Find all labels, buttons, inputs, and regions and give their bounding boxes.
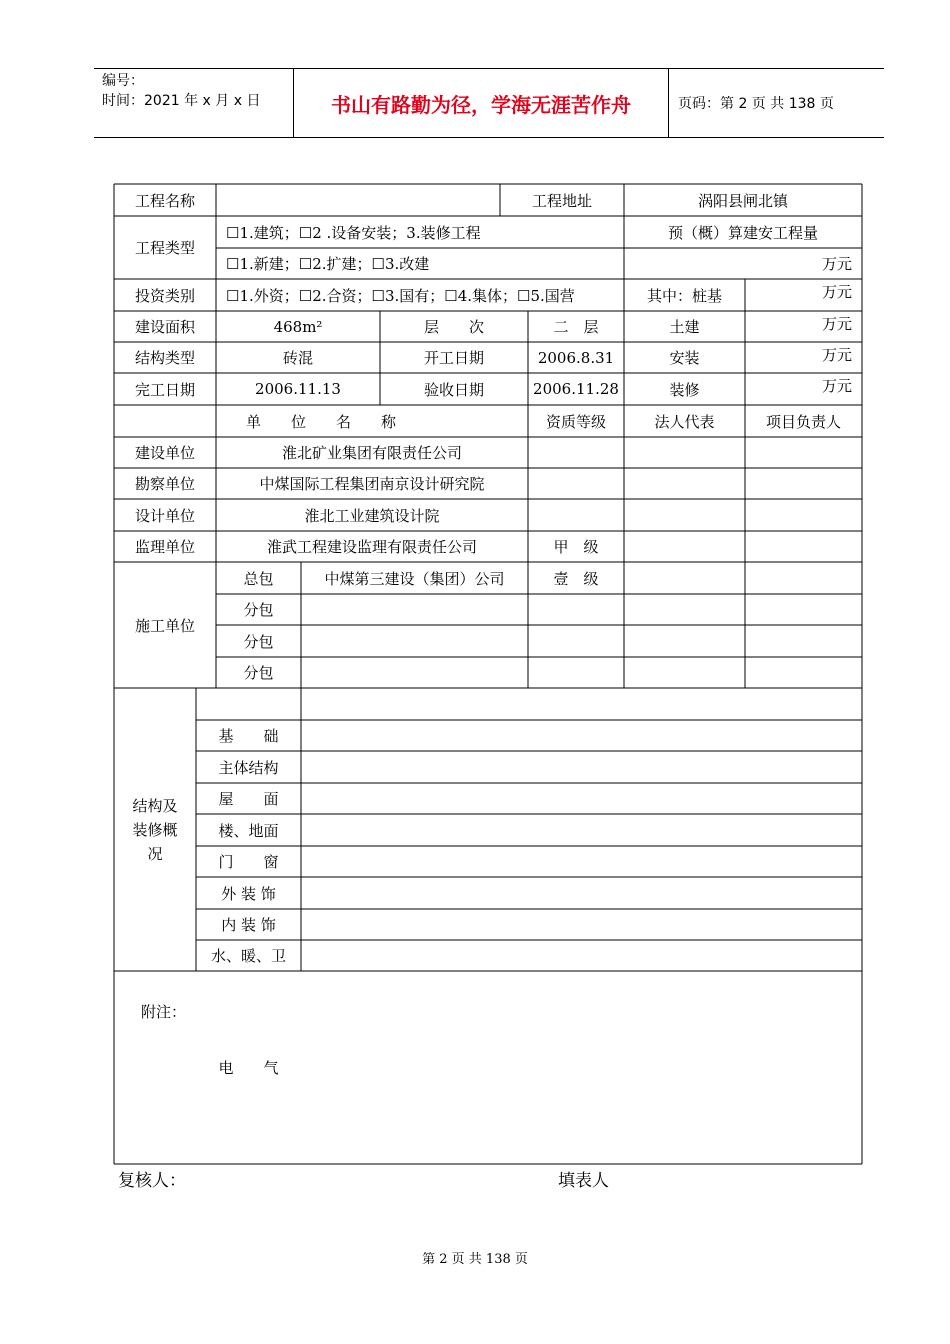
- invest-type-label: 投资类别: [134, 286, 195, 305]
- survey-unit-value: 中煤国际工程集团南京设计研究院: [259, 475, 485, 493]
- overview-item-label: 基 础: [218, 727, 279, 745]
- overview-item-label: 门 窗: [218, 853, 279, 871]
- build-type-options: ☐1.新建；☐2.扩建；☐3.改建: [226, 255, 430, 273]
- install-label: 安装: [669, 349, 700, 367]
- general-contractor-label: 总包: [243, 569, 274, 588]
- construct-unit-label: 施工单位: [134, 616, 195, 635]
- project-manager-header: 项目负责人: [765, 412, 841, 431]
- general-contractor-value: 中煤第三建设（集团）公司: [324, 569, 505, 588]
- start-date-label: 开工日期: [423, 349, 484, 367]
- area-label: 建设面积: [134, 318, 195, 336]
- filler-label: 填表人: [558, 1171, 609, 1191]
- header-page-label: 页码：第 2 页 共 138 页: [678, 96, 834, 112]
- overview-item-label: 内 装 饰: [221, 916, 276, 934]
- structure-overview-label: 结构及装修概况: [132, 796, 178, 863]
- overview-item-label: 楼、地面: [218, 821, 279, 840]
- general-qualification: 壹 级: [553, 569, 599, 588]
- finish-date-value: 2006.11.13: [255, 380, 341, 398]
- install-unit: 万元: [821, 346, 852, 364]
- time-label: 时间：2021 年 x 月 x 日: [102, 93, 261, 109]
- project-name-label: 工程名称: [134, 191, 195, 210]
- pile-label: 其中：桩基: [646, 286, 722, 305]
- floors-value: 二 层: [553, 318, 599, 336]
- page-number: 第 2 页 共 138 页: [422, 1252, 528, 1267]
- design-unit-label: 设计单位: [134, 506, 195, 525]
- number-label: 编号：: [102, 73, 144, 89]
- finish-date-label: 完工日期: [134, 380, 195, 399]
- header-slogan: 书山有路勤为径，学海无涯苦作舟: [294, 69, 669, 137]
- overview-item-label: 电 气: [218, 1059, 279, 1077]
- accept-date-label: 验收日期: [423, 380, 484, 399]
- floors-label: 层 次: [423, 318, 484, 336]
- project-address-value: 涡阳县闸北镇: [697, 191, 788, 210]
- remark-label: 附注：: [141, 1003, 187, 1021]
- overview-item-label: 主体结构: [218, 758, 279, 777]
- project-type-label: 工程类型: [134, 239, 195, 257]
- project-type-options: ☐1.建筑；☐2 .设备安装；3.装修工程: [226, 223, 481, 242]
- subcontractor-label-3: 分包: [243, 664, 274, 682]
- civil-unit: 万元: [821, 315, 852, 333]
- overview-item-label: 屋 面: [218, 790, 279, 808]
- overview-item-label: 外 装 饰: [221, 884, 276, 903]
- area-value: 468m²: [273, 317, 323, 336]
- pile-unit: 万元: [821, 283, 852, 301]
- budget-unit: 万元: [821, 255, 852, 273]
- invest-type-options: ☐1.外资；☐2.合资；☐3.国有；☐4.集体；☐5.国营: [226, 286, 575, 305]
- unit-name-header: 单 位 名 称: [245, 412, 396, 431]
- civil-label: 土建: [669, 318, 700, 336]
- supervise-unit-label: 监理单位: [134, 538, 195, 556]
- qualification-header: 资质等级: [545, 412, 606, 431]
- project-address-label: 工程地址: [531, 191, 592, 210]
- supervise-qualification: 甲 级: [553, 538, 599, 556]
- subcontractor-label-2: 分包: [243, 632, 274, 651]
- build-unit-label: 建设单位: [134, 444, 195, 462]
- legal-rep-header: 法人代表: [654, 412, 715, 431]
- decor-unit: 万元: [821, 377, 852, 395]
- decor-label: 装修: [669, 380, 700, 399]
- structure-label: 结构类型: [134, 349, 195, 367]
- subcontractor-label-1: 分包: [243, 601, 274, 619]
- structure-value: 砖混: [282, 349, 313, 367]
- build-unit-value: 淮北矿业集团有限责任公司: [281, 444, 462, 462]
- reviewer-label: 复核人：: [118, 1171, 186, 1191]
- accept-date-value: 2006.11.28: [533, 380, 619, 398]
- survey-unit-label: 勘察单位: [134, 475, 195, 493]
- overview-item-label: 水、暖、卫: [210, 947, 286, 965]
- supervise-unit-value: 淮武工程建设监理有限责任公司: [266, 538, 477, 556]
- project-name-value: [216, 184, 500, 216]
- budget-label: 预（概）算建安工程量: [667, 223, 818, 242]
- design-unit-value: 淮北工业建筑设计院: [304, 506, 440, 525]
- start-date-value: 2006.8.31: [537, 348, 615, 367]
